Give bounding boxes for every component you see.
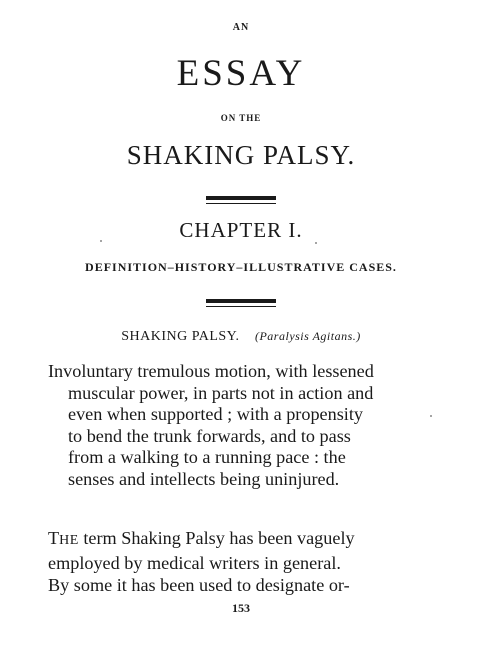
small-caps-word: HE <box>59 533 79 548</box>
drop-letter: T <box>48 528 60 548</box>
definition-text <box>48 361 448 491</box>
print-speck <box>430 415 432 417</box>
definition-heading <box>0 329 482 345</box>
definition-line: senses and intellects being uninjured. <box>68 468 340 489</box>
book-title: SHAKING PALSY. <box>126 140 356 170</box>
print-speck <box>315 242 317 244</box>
body-line: employed by medical writers in general. <box>48 553 341 573</box>
header-on-the: ON THE <box>220 113 262 123</box>
definition-term: SHAKING PALSY. <box>121 329 240 344</box>
body-line: By some it has been used to designate or- <box>48 575 350 595</box>
print-speck <box>100 240 102 242</box>
chapter-heading: CHAPTER I. <box>179 218 303 242</box>
definition-line: to bend the trunk forwards, and to pass <box>68 425 351 446</box>
definition-line: Involuntary tremulous motion, with lessened <box>48 361 374 381</box>
chapter-rule-thick <box>206 299 276 303</box>
title-rule-thin <box>206 203 276 204</box>
body-line-rest: term Shaking Palsy has been vaguely <box>78 528 355 548</box>
definition-line: muscular power, in parts not in action and <box>68 382 374 403</box>
page-number: 153 <box>232 601 250 615</box>
title-rule-thick <box>206 196 276 200</box>
definition-line: even when supported ; with a propensity <box>68 404 363 425</box>
definition-line: from a walking to a running pace : the <box>68 447 346 468</box>
chapter-rule-thin <box>206 306 276 307</box>
chapter-subheading: DEFINITION–HISTORY–ILLUSTRATIVE CASES. <box>85 260 397 274</box>
header-an: AN <box>232 22 250 33</box>
definition-latin: (Paralysis Agitans.) <box>254 329 361 343</box>
body-line <box>48 527 448 552</box>
header-essay: ESSAY <box>176 53 306 94</box>
body-paragraph <box>48 527 448 596</box>
